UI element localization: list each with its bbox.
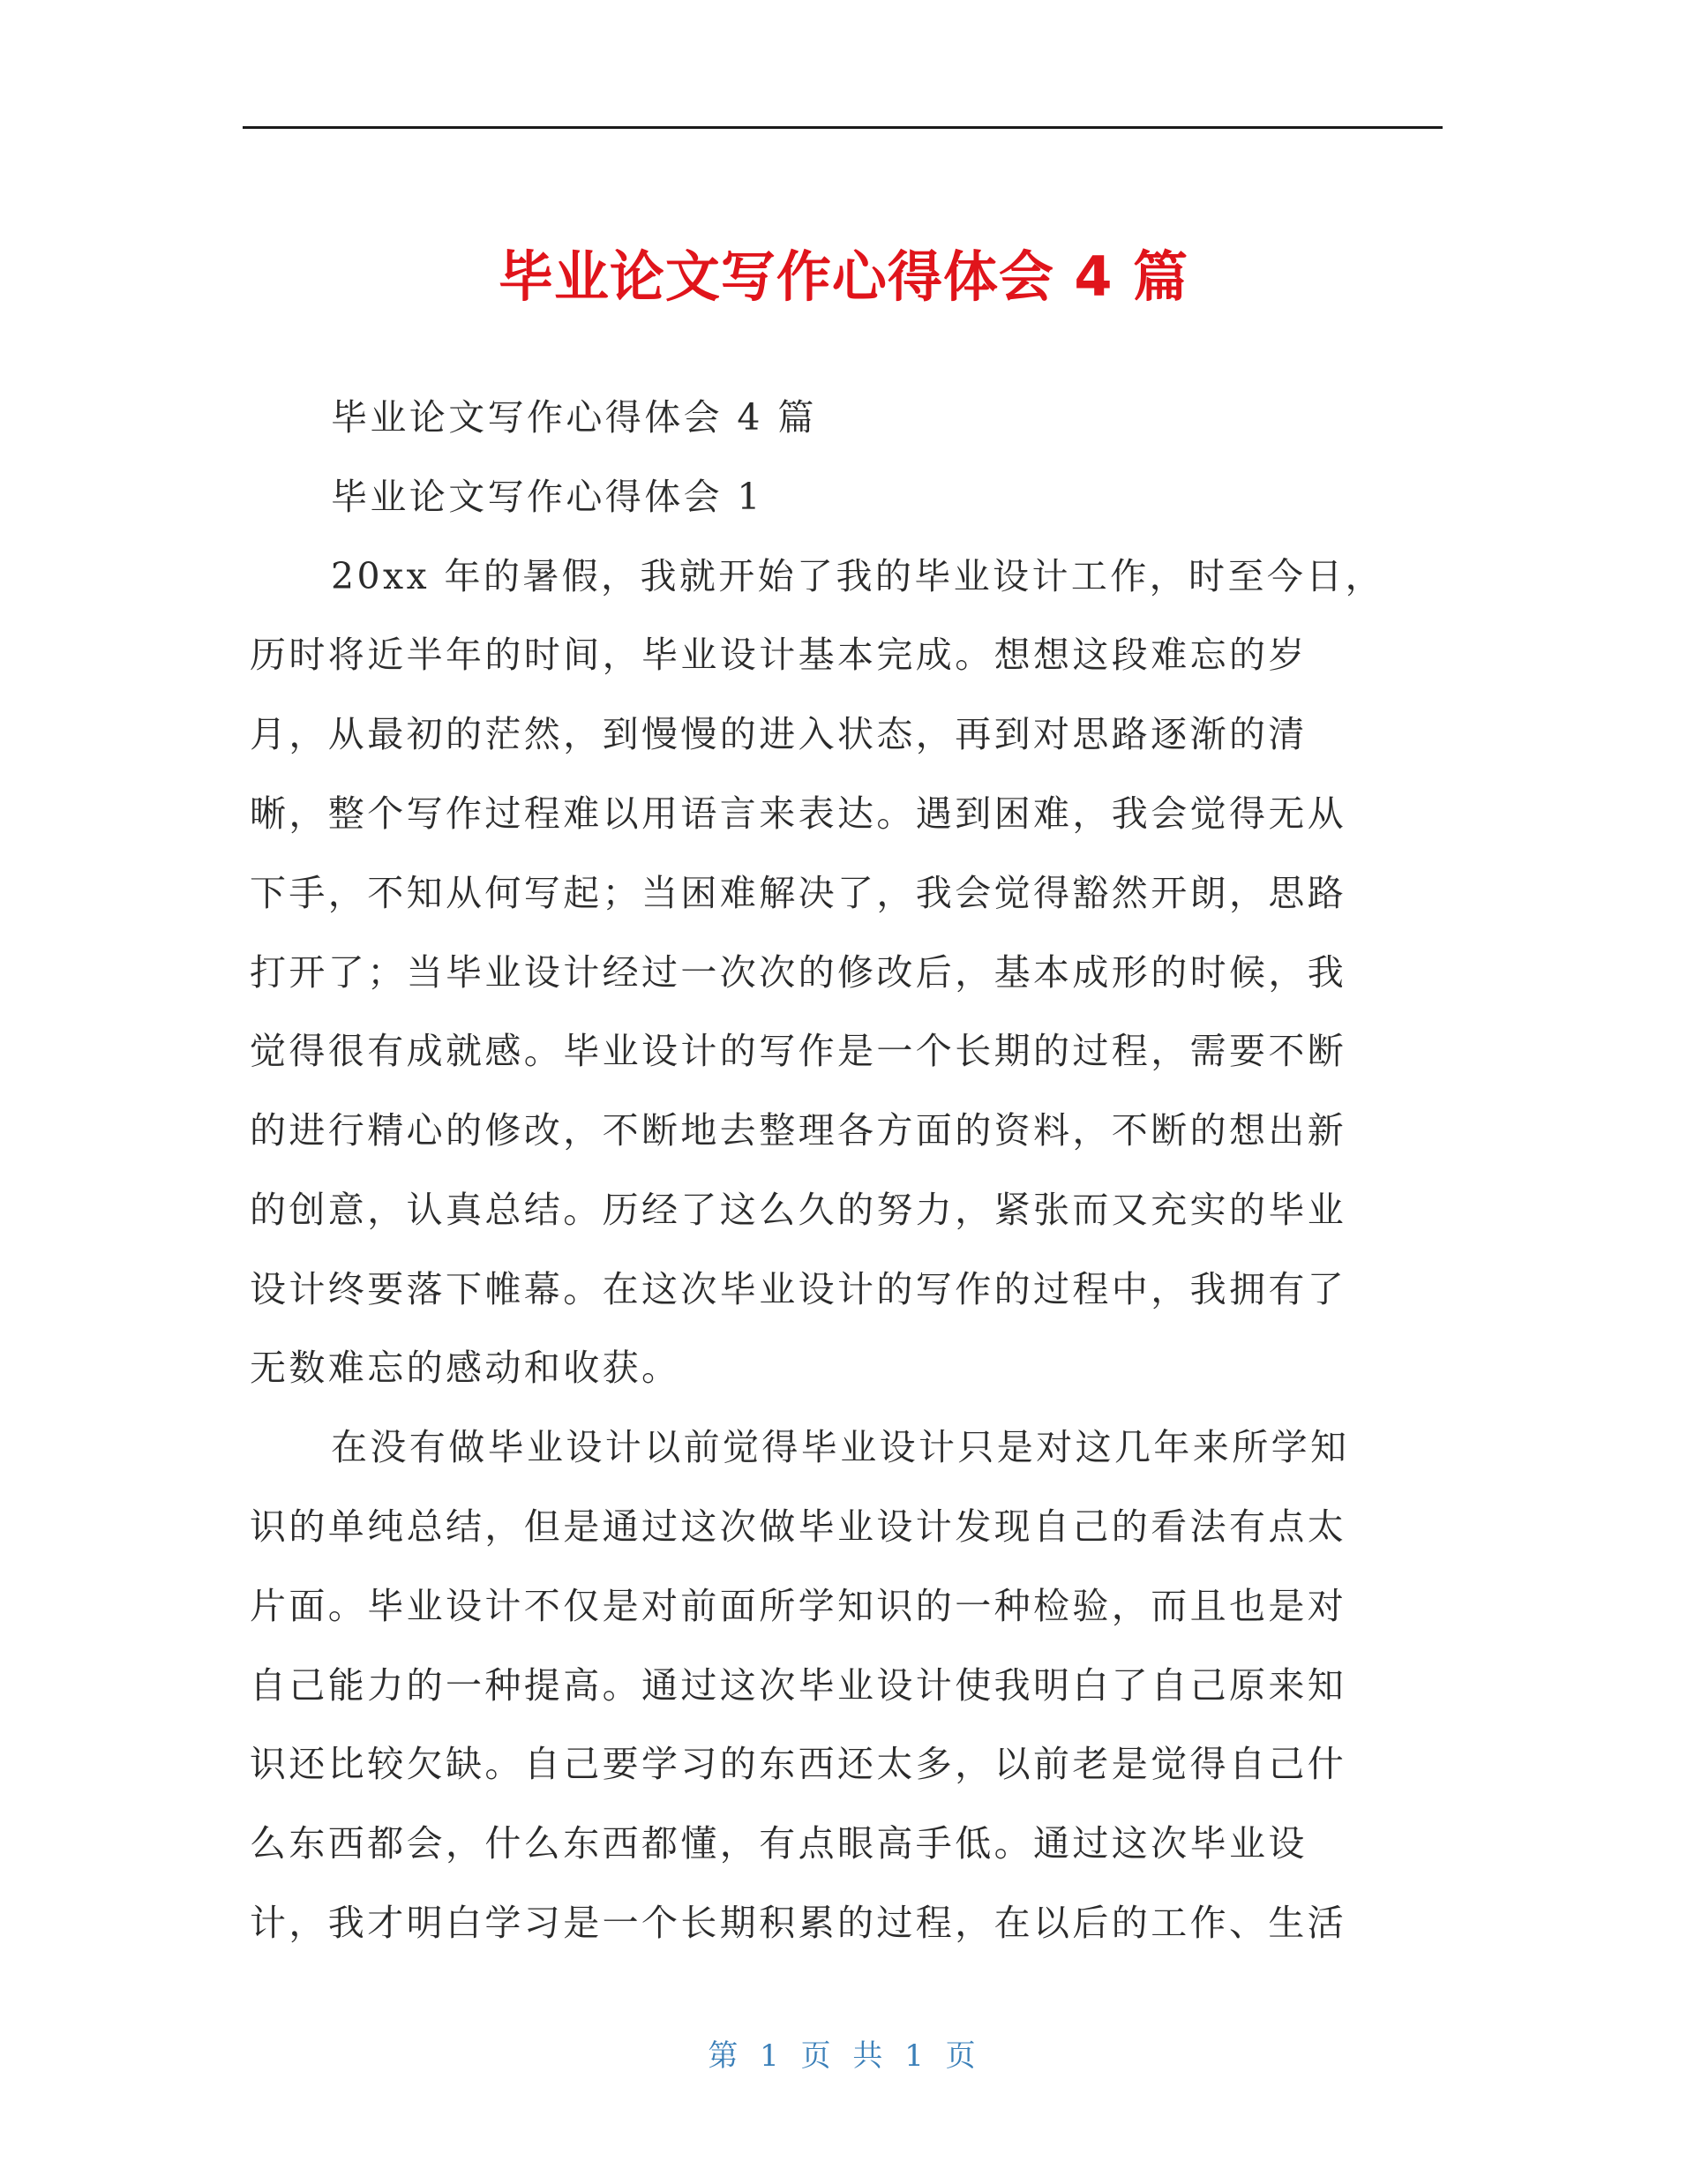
paragraph-line: 打开了；当毕业设计经过一次次的修改后，基本成形的时候，我 xyxy=(250,951,1347,994)
paragraph-line: 的进行精心的修改，不断地去整理各方面的资料，不断的想出新 xyxy=(250,1109,1347,1152)
paragraph-line: 晰，整个写作过程难以用语言来表达。遇到困难，我会觉得无从 xyxy=(250,792,1347,835)
paragraph-line: 月，从最初的茫然，到慢慢的进入状态，再到对思路逐渐的清 xyxy=(250,713,1308,755)
paragraph-line: 设计终要落下帷幕。在这次毕业设计的写作的过程中，我拥有了 xyxy=(250,1268,1347,1310)
subheading-line: 毕业论文写作心得体会 4 篇 xyxy=(331,396,817,439)
header-rule xyxy=(243,126,1443,129)
paragraph-line: 自己能力的一种提高。通过这次毕业设计使我明白了自己原来知 xyxy=(250,1664,1347,1707)
paragraph-line: 觉得很有成就感。毕业设计的写作是一个长期的过程，需要不断 xyxy=(250,1030,1347,1072)
paragraph-first-line: 20xx 年的暑假，我就开始了我的毕业设计工作，时至今日， xyxy=(331,555,1385,597)
paragraph-line: 历时将近半年的时间，毕业设计基本完成。想想这段难忘的岁 xyxy=(250,634,1308,676)
document-title: 毕业论文写作心得体会 4 篇 xyxy=(498,244,1189,309)
subheading-line: 毕业论文写作心得体会 1 xyxy=(331,476,763,518)
paragraph-line: 识的单纯总结，但是通过这次做毕业设计发现自己的看法有点太 xyxy=(250,1505,1347,1548)
paragraph-first-line: 在没有做毕业设计以前觉得毕业设计只是对这几年来所学知 xyxy=(331,1426,1350,1468)
paragraph-line: 无数难忘的感动和收获。 xyxy=(250,1347,681,1389)
paragraph-line: 的创意，认真总结。历经了这么久的努力，紧张而又充实的毕业 xyxy=(250,1189,1347,1231)
paragraph-line: 识还比较欠缺。自己要学习的东西还太多，以前老是觉得自己什 xyxy=(250,1743,1347,1785)
page-indicator: 第 1 页 共 1 页 xyxy=(708,2038,979,2074)
paragraph-line: 么东西都会，什么东西都懂，有点眼高手低。通过这次毕业设 xyxy=(250,1822,1308,1865)
paragraph-line: 片面。毕业设计不仅是对前面所学知识的一种检验，而且也是对 xyxy=(250,1585,1347,1627)
paragraph-line: 下手，不知从何写起；当困难解决了，我会觉得豁然开朗，思路 xyxy=(250,872,1347,914)
paragraph-line: 计，我才明白学习是一个长期积累的过程，在以后的工作、生活 xyxy=(250,1902,1347,1944)
